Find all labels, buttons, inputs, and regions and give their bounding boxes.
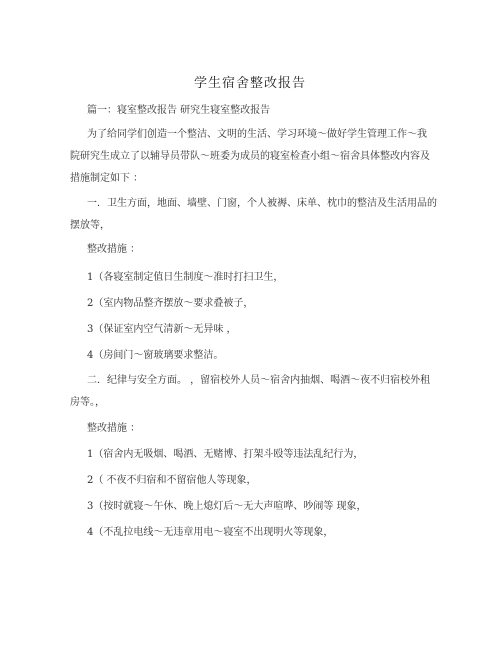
section1-measures-label: 整改措施 ： — [87, 244, 141, 255]
intro-line-1: 为了给同学们创造一个整洁、文明的生活、学习环境～做好学生管理工作～我 — [87, 129, 427, 140]
section1-heading-line-1: 一．卫生方面，地面、墙壁、门窗，个人被褥、床单、枕巾的整洁及生活用品的 — [87, 198, 437, 209]
section2-heading-line-2: 房等。， — [70, 397, 105, 408]
section2-measures-label: 整改措施 ： — [87, 423, 141, 434]
section1-item-2: 2（室内物品整齐摆放～要求叠被子， — [87, 298, 254, 309]
intro-line-2: 院研究生成立了以辅导员带队～班委为成员的寝室检查小组～宿舍具体整改内容及 — [70, 151, 430, 162]
section2-item-1: 1（宿舍内无吸烟、喝酒、无赌博、打架斗殴等违法乱纪行为， — [87, 449, 364, 460]
document-title: 学生宿舍整改报告 — [193, 76, 306, 91]
section2-heading-line-1: 二．纪律与安全方面。 ，留宿校外人员～宿舍内抽烟、喝酒～夜不归宿校外租 — [87, 375, 431, 386]
section1-heading-line-2: 摆放等， — [70, 220, 110, 231]
section2-item-2: 2（ 不夜不归宿和不留宿他人等现象， — [87, 475, 257, 486]
section1-item-1: 1（各寝室制定值日生制度～准时打扫卫生， — [87, 272, 284, 283]
section1-item-3: 3（保证室内空气清新～无异味 ， — [87, 324, 237, 335]
section2-item-3: 3（按时就寝～午休、晚上熄灯后～无大声喧哗、吵闹等 现象， — [87, 501, 367, 512]
intro-line-3: 措施制定如下 ： — [70, 173, 144, 184]
section1-item-4: 4（房间门～窗玻璃要求整洁。 — [87, 350, 224, 361]
document-subtitle: 篇一：寝室整改报告 研究生寝室整改报告 — [87, 105, 271, 116]
section2-item-4: 4（不乱拉电线～无违章用电～寝室不出现明火等现象， — [87, 527, 334, 538]
